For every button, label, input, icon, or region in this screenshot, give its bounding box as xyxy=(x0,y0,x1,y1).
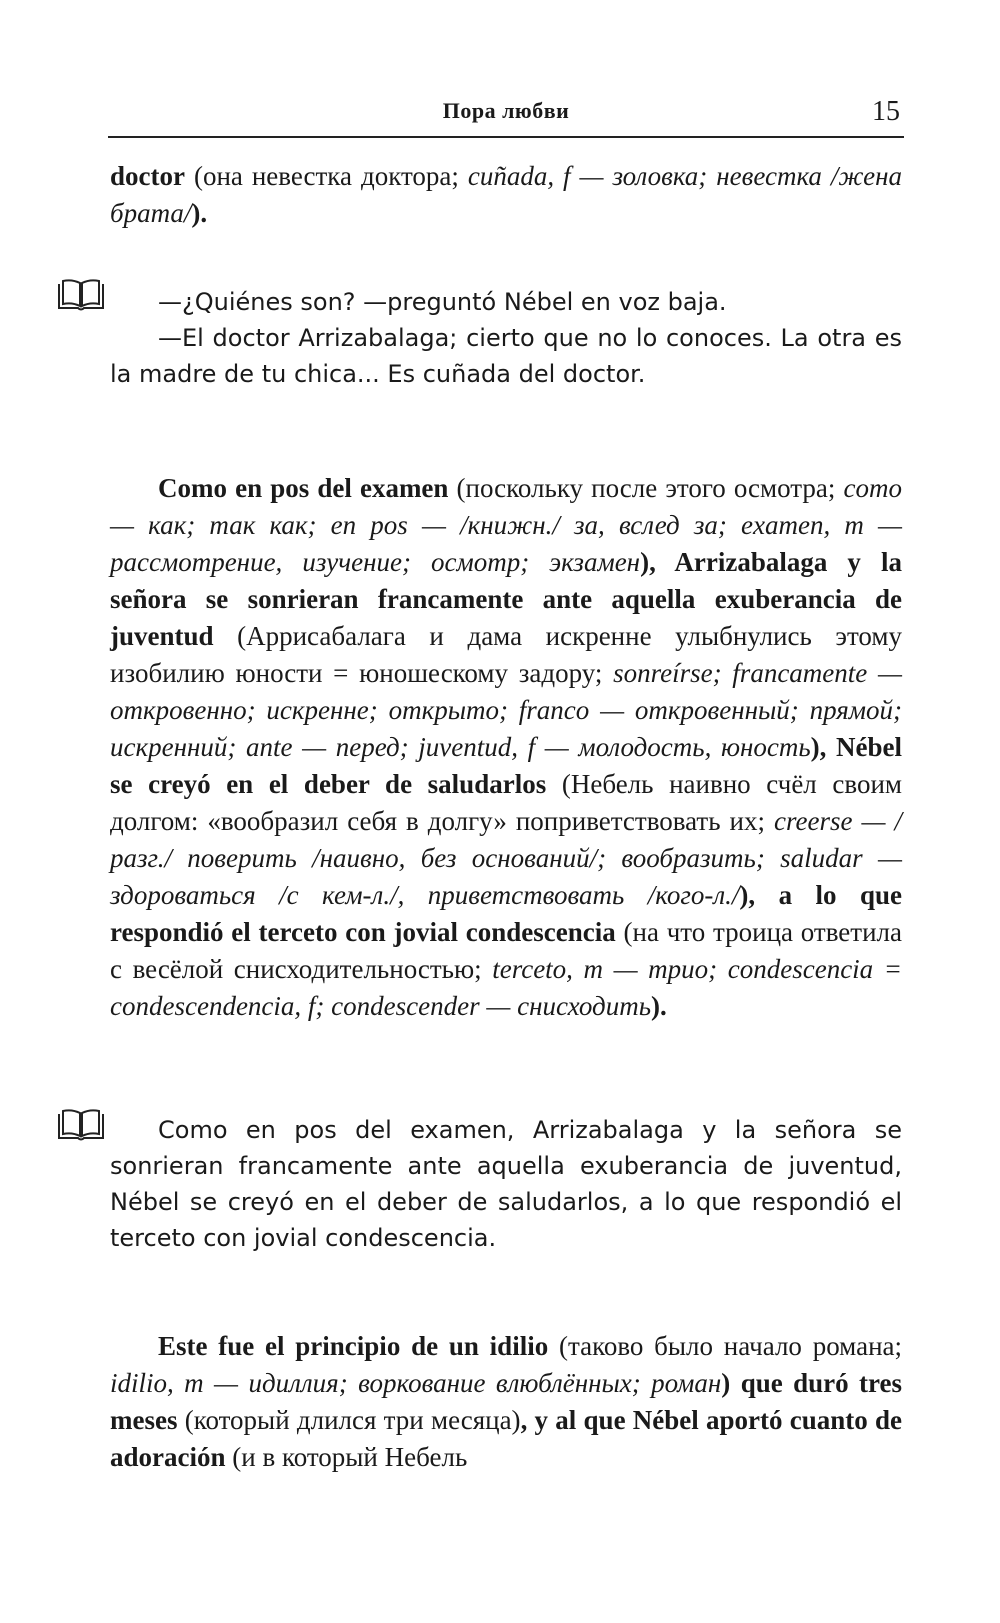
translation-text: (таково было начало романа; xyxy=(548,1331,903,1361)
annotated-paragraph-1 xyxy=(110,158,902,232)
translation-text: (на что троица ответила с весёлой снисходительностью; xyxy=(110,917,902,984)
vocabulary-note: creerse — /разг./ поверить /наивно, без оснований/; вообразить; saludar — здороваться /с кем-л./, приветствовать /кого-л./ xyxy=(110,806,902,910)
translation-text: (который длился три месяца) xyxy=(177,1405,521,1435)
page-number: 15 xyxy=(872,96,900,127)
vocabulary-note: sonreírse; francamente — откровенно; искренне; открыто; franco — откровенный; прямой; искренний; ante — перед; juventud, f — молодость, юность xyxy=(110,658,902,762)
open-book-icon xyxy=(56,1108,106,1144)
punctuation: ), xyxy=(810,732,837,762)
spanish-fragment: doctor xyxy=(110,161,185,191)
translation-text: (Небель наивно счёл своим долгом: «вообразил себя в долгу» поприветствовать их; xyxy=(110,769,902,836)
translation-text: (Аррисабалага и дама искренне улыбнулись этому изобилию юности = юношескому задору; xyxy=(110,621,902,688)
punctuation: ). xyxy=(191,198,208,228)
vocabulary-note: como — как; так как; en pos — /книжн./ за, вслед за; examen, m — рассмотрение, изучение; осмотр; экзамен xyxy=(110,473,902,577)
punctuation: ), xyxy=(640,547,675,577)
spanish-fragment: Este fue el principio de un idilio xyxy=(158,1331,549,1361)
spanish-fragment: Nébel se creyó en el deber de saludarlos xyxy=(110,732,902,799)
running-title: Пора любви xyxy=(442,98,570,123)
original-line-1: —¿Quiénes son? —preguntó Nébel en voz baja. xyxy=(158,288,727,316)
translation-text: (и в который Небель xyxy=(225,1442,468,1472)
open-book-icon xyxy=(56,278,106,314)
translation-text: (поскольку после этого осмотра; xyxy=(448,473,844,503)
vocabulary-note: idilio, m — идиллия; воркование влюблённых; роман xyxy=(110,1368,722,1398)
original-text-2: Como en pos del examen, Arrizabalaga y la señora se sonrieran francamente ante aquella exuberancia de juventud, Nébel se creyó en el deber de saludarlos, a lo que respondió el terceto con jovial condescencia. xyxy=(110,1116,902,1252)
page-header xyxy=(108,92,904,138)
spanish-fragment: , y al que Nébel aportó cuanto de adoración xyxy=(110,1405,903,1472)
spanish-fragment: Arrizabalaga y la señora se sonrieran francamente ante aquella exuberancia de juventud xyxy=(110,547,902,651)
punctuation: ) xyxy=(721,1368,741,1398)
original-text-1 xyxy=(110,284,902,392)
original-line-2: —El doctor Arrizabalaga; cierto que no lo conoces. La otra es la madre de tu chica... Es cuñada del doctor. xyxy=(110,324,902,388)
annotated-paragraph-3 xyxy=(110,1328,902,1476)
annotated-paragraph-2 xyxy=(110,470,902,1025)
spanish-fragment: Como en pos del examen xyxy=(158,473,449,503)
punctuation: ), xyxy=(739,880,779,910)
translation-text: (она невестка доктора; xyxy=(184,161,468,191)
punctuation: ). xyxy=(651,991,667,1021)
vocabulary-note: cuñada, f — золовка; невестка /жена брата/ xyxy=(110,161,903,228)
spanish-fragment: que duró tres meses xyxy=(110,1368,903,1435)
spanish-fragment: a lo que respondió el terceto con jovial condescencia xyxy=(110,880,902,947)
vocabulary-note: terceto, m — трио; condescencia = condescendencia, f; condescender — снисходить xyxy=(110,954,902,1021)
